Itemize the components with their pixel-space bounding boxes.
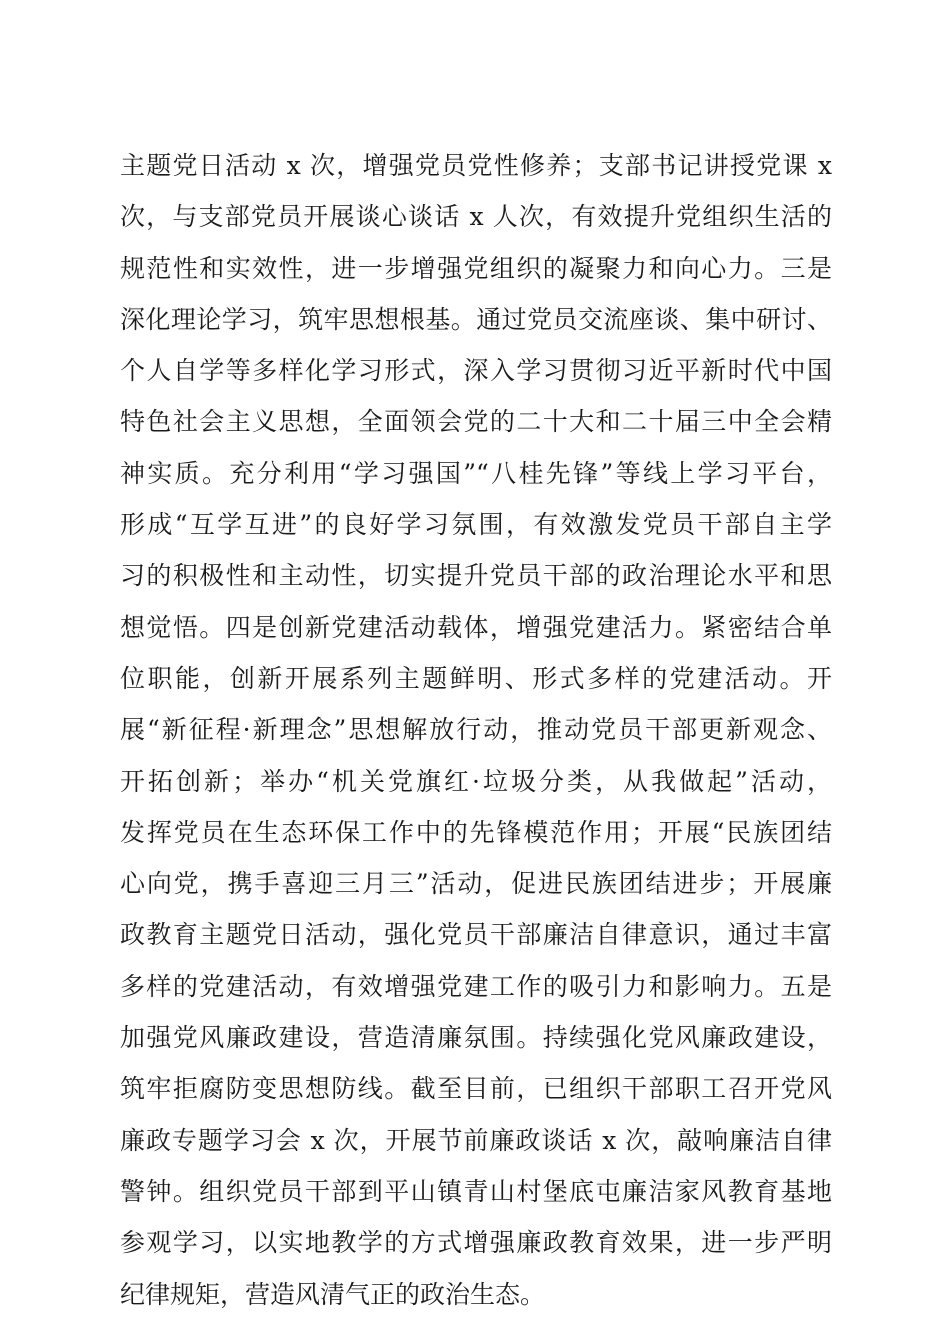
text-line: 心向党，携手喜迎三月三”活动，促进民族团结进步；开展廉: [120, 869, 832, 899]
text-line: 规范性和实效性，进一步增强党组织的凝聚力和向心力。三是: [120, 253, 832, 283]
text-line: 参观学习，以实地教学的方式增强廉政教育效果，进一步严明: [120, 1228, 832, 1258]
text-line: 廉政专题学习会 x 次，开展节前廉政谈话 x 次，敲响廉洁自律: [120, 1125, 832, 1155]
text-line: 纪律规矩，营造风清气正的政治生态。: [120, 1279, 546, 1309]
text-line: 深化理论学习，筑牢思想根基。通过党员交流座谈、集中研讨、: [120, 304, 832, 334]
text-line: 警钟。组织党员干部到平山镇青山村堡底屯廉洁家风教育基地: [120, 1176, 832, 1206]
text-line: 发挥党员在生态环保工作中的先锋模范作用；开展“民族团结: [120, 817, 832, 847]
text-line: 政教育主题党日活动，强化党员干部廉洁自律意识，通过丰富: [120, 920, 832, 950]
text-line: 形成“互学互进”的良好学习氛围，有效激发党员干部自主学: [120, 510, 832, 540]
text-line: 筑牢拒腐防变思想防线。截至目前，已组织干部职工召开党风: [120, 1074, 832, 1104]
text-line: 多样的党建活动，有效增强党建工作的吸引力和影响力。五是: [120, 971, 832, 1001]
text-line: 习的积极性和主动性，切实提升党员干部的政治理论水平和思: [120, 561, 832, 591]
text-line: 想觉悟。四是创新党建活动载体，增强党建活力。紧密结合单: [120, 612, 832, 642]
text-line: 位职能，创新开展系列主题鲜明、形式多样的党建活动。开: [120, 663, 832, 693]
text-line: 特色社会主义思想，全面领会党的二十大和二十届三中全会精: [120, 407, 832, 437]
text-line: 开拓创新；举办“机关党旗红·垃圾分类，从我做起”活动，: [120, 766, 832, 796]
text-line: 加强党风廉政建设，营造清廉氛围。持续强化党风廉政建设，: [120, 1023, 832, 1053]
text-line: 次，与支部党员开展谈心谈话 x 人次，有效提升党组织生活的: [120, 202, 832, 232]
text-line: 个人自学等多样化学习形式，深入学习贯彻习近平新时代中国: [120, 356, 832, 386]
text-line: 展“新征程·新理念”思想解放行动，推动党员干部更新观念、: [120, 715, 832, 745]
text-line: 主题党日活动 x 次，增强党员党性修养；支部书记讲授党课 x: [120, 151, 832, 180]
body-paragraph: [120, 140, 832, 1320]
text-line: 神实质。充分利用“学习强国”“八桂先锋”等线上学习平台，: [120, 458, 832, 488]
